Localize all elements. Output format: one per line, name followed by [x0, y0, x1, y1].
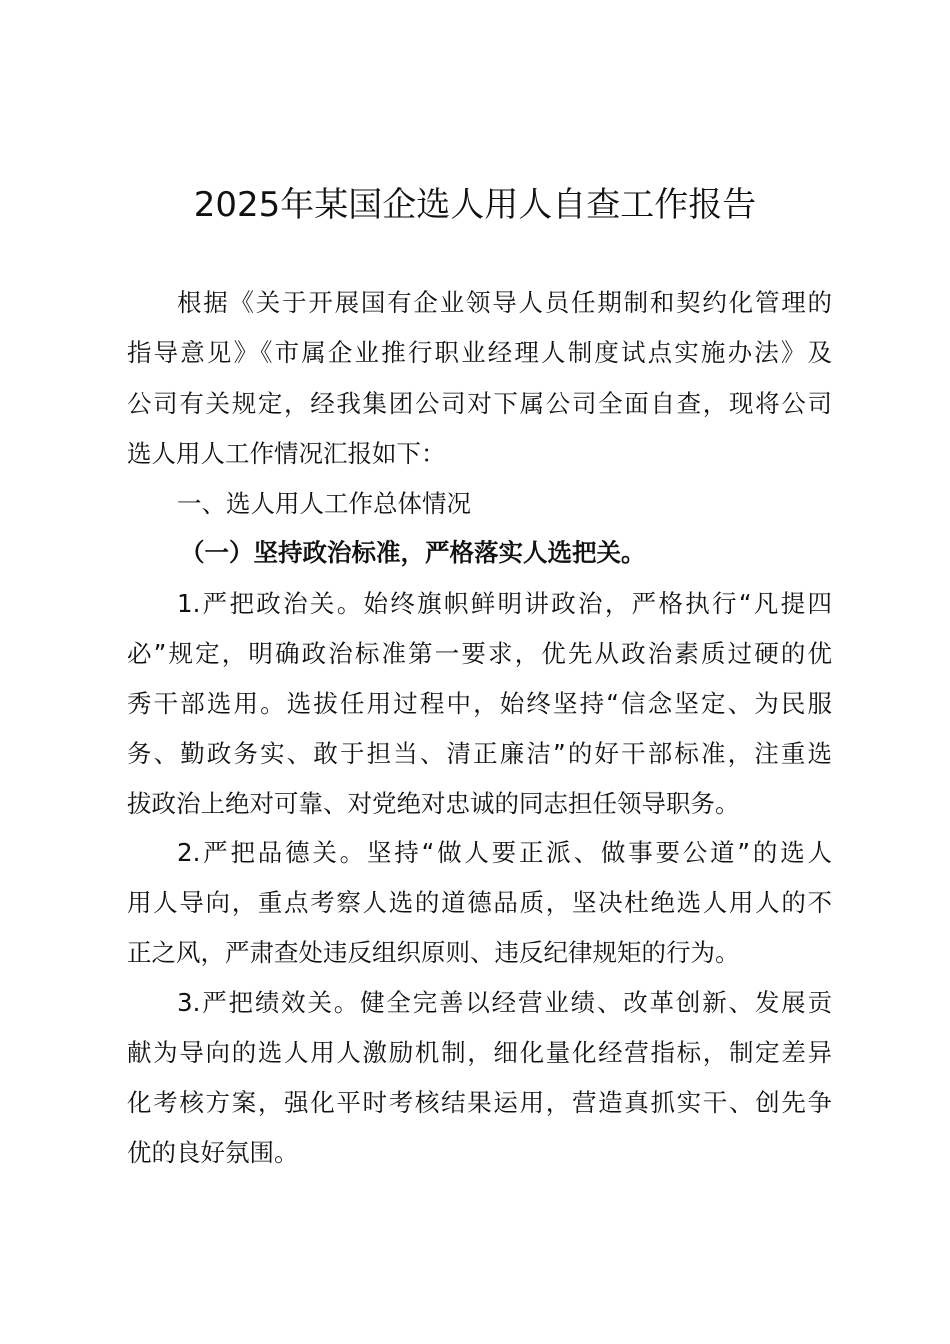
paragraph-line: 选人用人工作情况汇报如下： [127, 439, 446, 468]
paragraph-line: 秀干部选用。选拔任用过程中，始终坚持“信念坚定、为民服 [127, 689, 832, 718]
paragraph-line: 化考核方案，强化平时考核结果运用，营造真抓实干、创先争 [127, 1088, 832, 1117]
paragraph-line: 必”规定，明确政治标准第一要求，优先从政治素质过硬的优 [127, 639, 832, 668]
document-title: 2025年某国企选人用人自查工作报告 [193, 185, 757, 225]
paragraph-line: 拔政治上绝对可靠、对党绝对忠诚的同志担任领导职务。 [127, 789, 740, 818]
paragraph-line: 务、勤政务实、敢于担当、清正廉洁”的好干部标准，注重选 [127, 739, 832, 768]
paragraph-line: 指导意见》《市属企业推行职业经理人制度试点实施办法》及 [127, 338, 832, 367]
paragraph-line: 正之风，严肃查处违反组织原则、违反纪律规矩的行为。 [127, 938, 740, 967]
paragraph-line: 献为导向的选人用人激励机制，细化量化经营指标，制定差异 [127, 1038, 832, 1067]
paragraph-line: 3.严把绩效关。健全完善以经营业绩、改革创新、发展贡 [177, 988, 832, 1017]
paragraph-line: 1.严把政治关。始终旗帜鲜明讲政治，严格执行“凡提四 [177, 589, 832, 618]
paragraph-line: 公司有关规定，经我集团公司对下属公司全面自查，现将公司 [127, 389, 832, 418]
paragraph-line: 用人导向，重点考察人选的道德品质，坚决杜绝选人用人的不 [127, 888, 832, 917]
section-heading: 一、选人用人工作总体情况 [177, 489, 471, 518]
paragraph-line: 优的良好氛围。 [127, 1138, 299, 1167]
paragraph-line: 根据《关于开展国有企业领导人员任期制和契约化管理的 [177, 288, 832, 317]
paragraph-line: 2.严把品德关。坚持“做人要正派、做事要公道”的选人 [177, 838, 832, 867]
subsection-heading: （一）坚持政治标准，严格落实人选把关。 [180, 538, 646, 567]
